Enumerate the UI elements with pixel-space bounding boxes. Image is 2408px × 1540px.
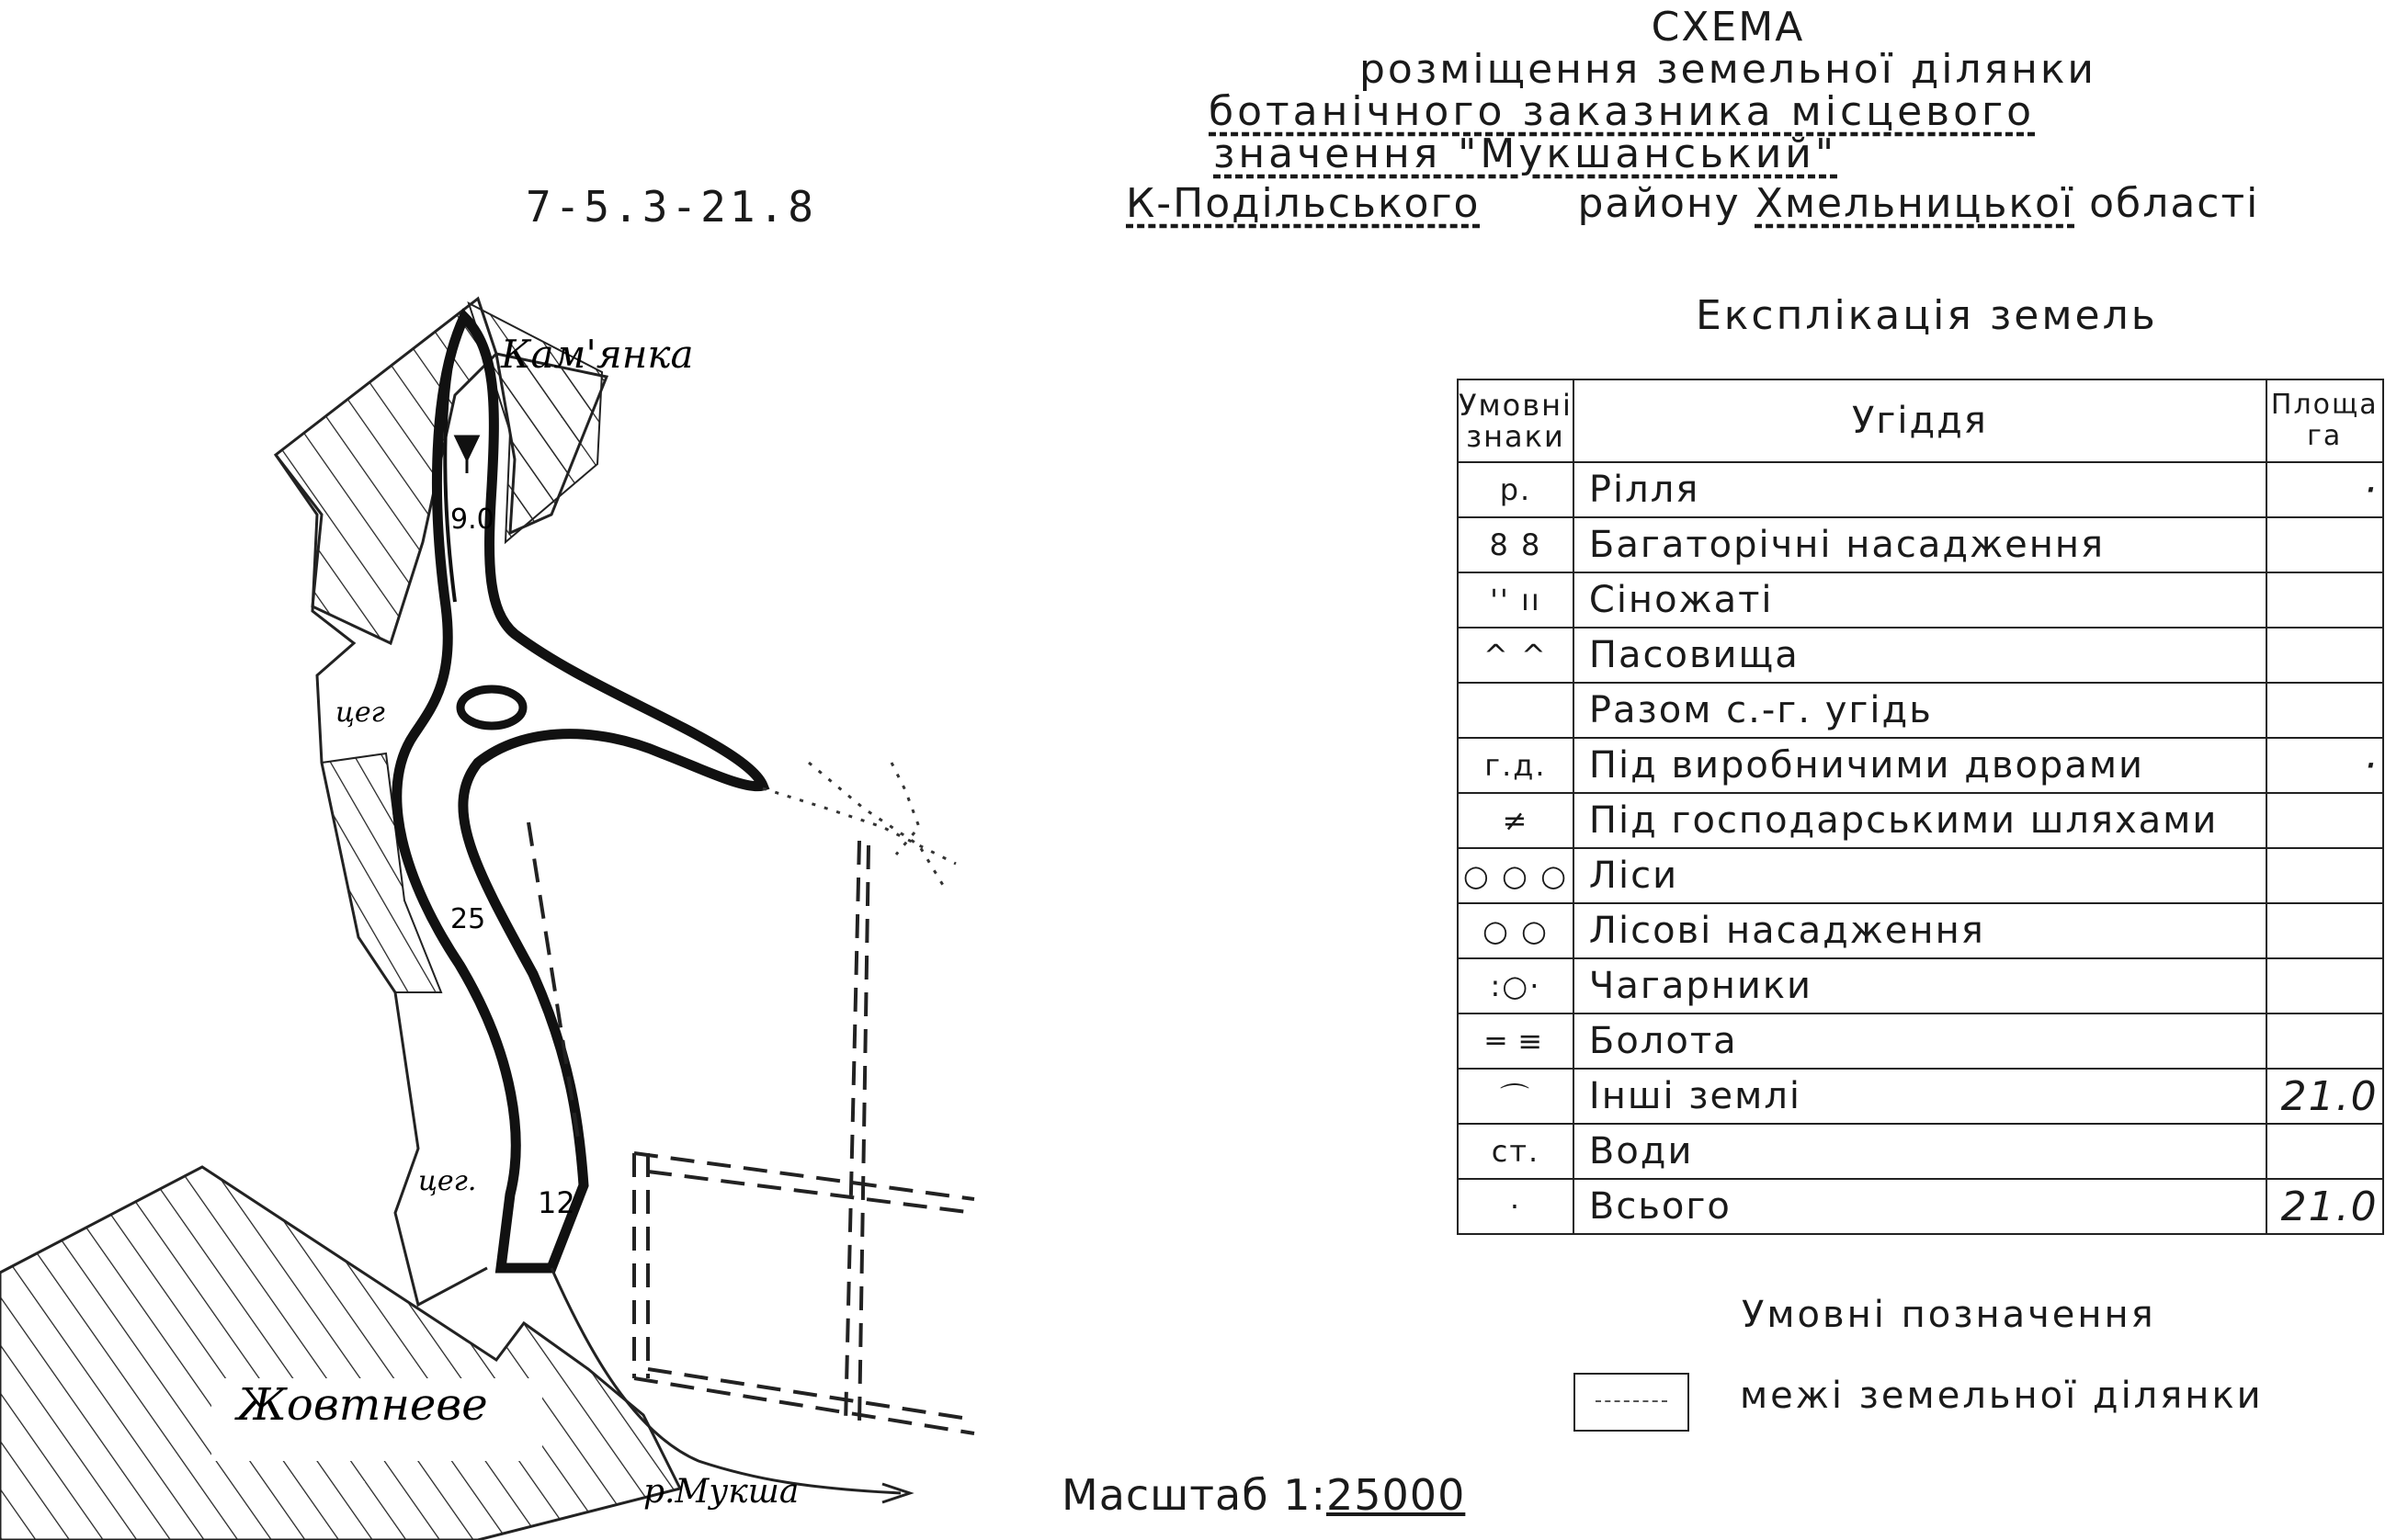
zhovtneve-village-area (0, 1167, 680, 1540)
land-name: Пасовища (1573, 628, 2266, 683)
land-area (2266, 1124, 2383, 1179)
land-area (2266, 517, 2383, 572)
scale-value: 25000 (1326, 1470, 1466, 1520)
field-boundaries (528, 822, 974, 1433)
land-symbol: ○ ○ (1458, 903, 1573, 958)
map-scale (1062, 1470, 1465, 1520)
table-row (1458, 793, 2383, 848)
boundary-legend-label: межі земельної ділянки (1740, 1375, 2264, 1417)
explication-title: Експлікація земель (1696, 292, 2158, 339)
area-label-25: 25 (450, 903, 486, 935)
header-symbols: Умовні знаки (1458, 379, 1573, 462)
land-symbol: ст. (1458, 1124, 1573, 1179)
land-name: Всього (1573, 1179, 2266, 1234)
land-symbol: ═ ≡ (1458, 1013, 1573, 1069)
land-area (2266, 903, 2383, 958)
area-label-9: 9.0 (450, 504, 494, 536)
land-area (2266, 683, 2383, 738)
table-row (1458, 628, 2383, 683)
land-name: Чагарники (1573, 958, 2266, 1013)
land-symbol: :○· (1458, 958, 1573, 1013)
label-tsehla-top: цег (335, 696, 385, 729)
title-line-2: ботанічного заказника місцевого (1209, 88, 2036, 135)
legend-title: Умовні позначення (1742, 1294, 2156, 1336)
label-tsehla-bottom: цег. (418, 1165, 477, 1197)
oblast-name: Хмельницької (1755, 180, 2075, 227)
district-word: району (1577, 180, 1741, 227)
land-name: Багаторічні насадження (1573, 517, 2266, 572)
pond-shape (460, 689, 523, 726)
table-body (1458, 462, 2383, 1234)
document-title: СХЕМА (1651, 4, 1805, 51)
land-symbol: ○ ○ ○ (1458, 848, 1573, 903)
land-area (2266, 628, 2383, 683)
land-name: Рілля (1573, 462, 2266, 517)
area-label-12: 12 (538, 1185, 575, 1220)
land-area: · (2266, 738, 2383, 793)
land-name: Разом с.-г. угідь (1573, 683, 2266, 738)
site-map (0, 0, 1029, 1540)
land-symbol: г.д. (1458, 738, 1573, 793)
west-hatch-strip (322, 753, 441, 992)
title-line-1: розміщення земельної ділянки (1358, 46, 2097, 93)
region-line (1126, 180, 2259, 227)
table-row (1458, 958, 2383, 1013)
land-area (2266, 793, 2383, 848)
explication-table (1457, 379, 2384, 1235)
table-row (1458, 683, 2383, 738)
scale-prefix: Масштаб 1: (1062, 1470, 1326, 1520)
land-symbol: '' ıı (1458, 572, 1573, 628)
land-name: Сіножаті (1573, 572, 2266, 628)
land-name: Під господарськими шляхами (1573, 793, 2266, 848)
table-row (1458, 1179, 2383, 1234)
land-name: Лісові насадження (1573, 903, 2266, 958)
land-symbol: р. (1458, 462, 1573, 517)
land-symbol: 8 8 (1458, 517, 1573, 572)
land-area (2266, 958, 2383, 1013)
land-area: 21.0 (2266, 1179, 2383, 1234)
table-row (1458, 572, 2383, 628)
land-name: Води (1573, 1124, 2266, 1179)
label-river: р.Мукша (643, 1473, 800, 1511)
title-line-3: значення "Мукшанський" (1213, 130, 1838, 177)
header-lands: Угіддя (1573, 379, 2266, 462)
land-area: · (2266, 462, 2383, 517)
land-symbol: · (1458, 1179, 1573, 1234)
land-symbol: ^ ^ (1458, 628, 1573, 683)
oblast-word: області (2089, 180, 2260, 227)
swamp-icon (456, 436, 478, 473)
table-row (1458, 903, 2383, 958)
land-area (2266, 848, 2383, 903)
land-area (2266, 572, 2383, 628)
land-symbol: ⌒ (1458, 1069, 1573, 1124)
table-header-row (1458, 379, 2383, 462)
label-kamianka: Кам'янка (501, 332, 694, 377)
land-area: 21.0 (2266, 1069, 2383, 1124)
table-row (1458, 1013, 2383, 1069)
document-code: 7-5.3-21.8 (526, 182, 817, 232)
dotted-road-2 (809, 763, 947, 891)
land-name: Болота (1573, 1013, 2266, 1069)
boundary-legend-symbol (1573, 1373, 1689, 1432)
land-area (2266, 1013, 2383, 1069)
header-area: Площа га (2266, 379, 2383, 462)
land-name: Ліси (1573, 848, 2266, 903)
table-row (1458, 848, 2383, 903)
table-row (1458, 1124, 2383, 1179)
table-row (1458, 517, 2383, 572)
land-symbol (1458, 683, 1573, 738)
label-zhovtneve: Жовтневе (237, 1379, 488, 1431)
district-name: К-Подільського (1126, 180, 1481, 227)
dotted-road-3 (892, 763, 919, 855)
table-row (1458, 1069, 2383, 1124)
land-symbol: ≠ (1458, 793, 1573, 848)
land-name: Під виробничими дворами (1573, 738, 2266, 793)
table-row (1458, 738, 2383, 793)
land-name: Інші землі (1573, 1069, 2266, 1124)
table-row (1458, 462, 2383, 517)
